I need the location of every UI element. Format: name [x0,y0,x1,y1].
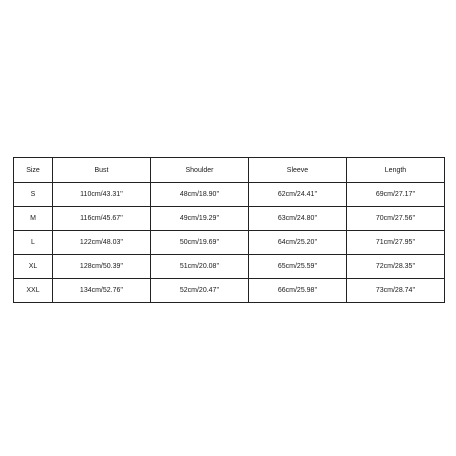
shoulder-cell: 50cm/19.69'' [151,231,249,255]
sleeve-cell: 66cm/25.98'' [249,279,347,303]
header-sleeve: Sleeve [249,158,347,183]
bust-cell: 110cm/43.31'' [53,183,151,207]
table-row [14,183,445,207]
shoulder-cell: 48cm/18.90'' [151,183,249,207]
table-row [14,279,445,303]
header-row [14,158,445,183]
bust-cell: 116cm/45.67'' [53,207,151,231]
bust-cell: 122cm/48.03'' [53,231,151,255]
header-bust: Bust [53,158,151,183]
header-shoulder: Shoulder [151,158,249,183]
size-cell: L [14,231,53,255]
sleeve-cell: 63cm/24.80'' [249,207,347,231]
length-cell: 69cm/27.17'' [347,183,445,207]
header-size: Size [14,158,53,183]
length-cell: 70cm/27.56'' [347,207,445,231]
length-cell: 72cm/28.35'' [347,255,445,279]
table-row [14,207,445,231]
sleeve-cell: 65cm/25.59'' [249,255,347,279]
size-cell: XXL [14,279,53,303]
bust-cell: 128cm/50.39'' [53,255,151,279]
bust-cell: 134cm/52.76'' [53,279,151,303]
size-cell: S [14,183,53,207]
table-row [14,255,445,279]
header-length: Length [347,158,445,183]
length-cell: 71cm/27.95'' [347,231,445,255]
shoulder-cell: 51cm/20.08'' [151,255,249,279]
shoulder-cell: 49cm/19.29'' [151,207,249,231]
size-cell: XL [14,255,53,279]
sleeve-cell: 64cm/25.20'' [249,231,347,255]
size-chart-table [13,157,445,303]
shoulder-cell: 52cm/20.47'' [151,279,249,303]
sleeve-cell: 62cm/24.41'' [249,183,347,207]
size-cell: M [14,207,53,231]
table-row [14,231,445,255]
length-cell: 73cm/28.74'' [347,279,445,303]
